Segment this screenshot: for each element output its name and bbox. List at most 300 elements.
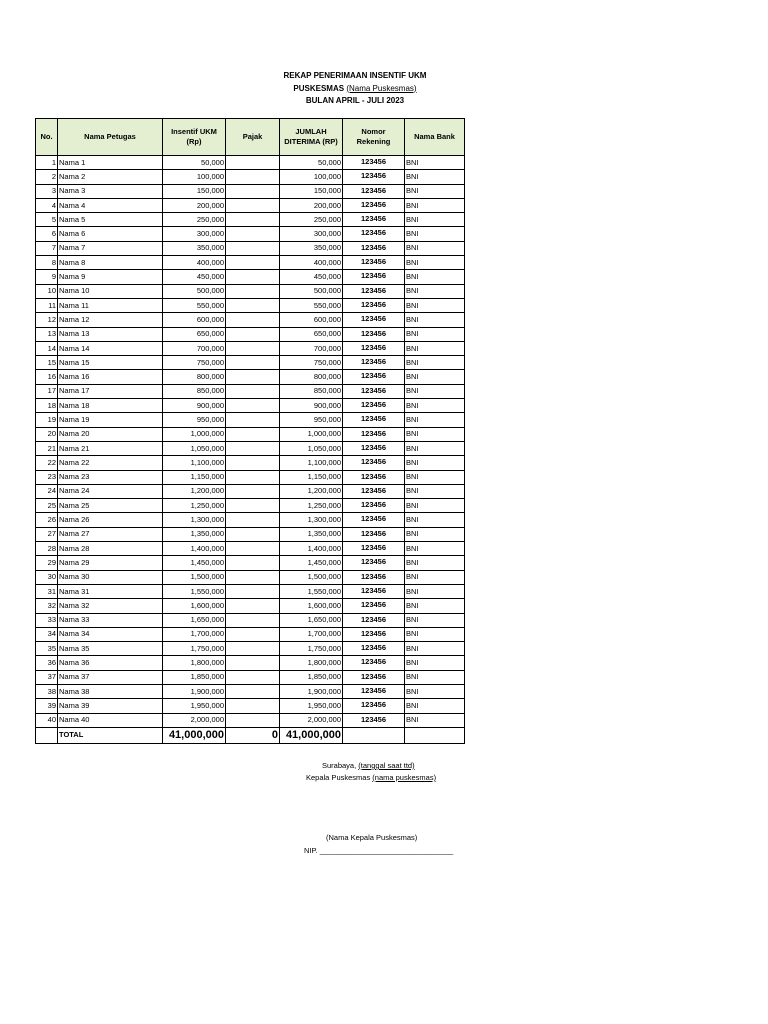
cell-jumlah: 450,000 [280, 270, 343, 284]
cell-pajak [226, 198, 280, 212]
cell-no: 22 [36, 456, 58, 470]
cell-rekening: 123456 [343, 256, 405, 270]
cell-insentif: 100,000 [163, 170, 226, 184]
cell-pajak [226, 484, 280, 498]
cell-nama: Nama 14 [58, 341, 163, 355]
cell-nama: Nama 38 [58, 684, 163, 698]
cell-jumlah: 800,000 [280, 370, 343, 384]
cell-nama: Nama 32 [58, 599, 163, 613]
cell-pajak [226, 599, 280, 613]
cell-insentif: 1,200,000 [163, 484, 226, 498]
cell-nama: Nama 19 [58, 413, 163, 427]
table-row [36, 413, 465, 427]
cell-nama: Nama 2 [58, 170, 163, 184]
cell-nama: Nama 31 [58, 584, 163, 598]
table-row [36, 499, 465, 513]
table-row [36, 599, 465, 613]
cell-pajak [226, 270, 280, 284]
cell-no: 8 [36, 256, 58, 270]
table-row [36, 584, 465, 598]
table-row [36, 656, 465, 670]
cell-pajak [226, 542, 280, 556]
cell-no: 39 [36, 699, 58, 713]
cell-jumlah: 350,000 [280, 241, 343, 255]
table-row [36, 627, 465, 641]
cell-jumlah: 950,000 [280, 413, 343, 427]
cell-rekening: 123456 [343, 499, 405, 513]
cell-bank: BNI [405, 156, 465, 170]
cell-insentif: 1,350,000 [163, 527, 226, 541]
header-jumlah: JUMLAH DITERIMA (RP) [280, 119, 343, 156]
cell-jumlah: 850,000 [280, 384, 343, 398]
cell-bank: BNI [405, 399, 465, 413]
cell-jumlah: 100,000 [280, 170, 343, 184]
cell-rekening: 123456 [343, 670, 405, 684]
cell-pajak [226, 699, 280, 713]
cell-insentif: 1,800,000 [163, 656, 226, 670]
cell-no: 28 [36, 542, 58, 556]
cell-jumlah: 1,550,000 [280, 584, 343, 598]
cell-jumlah: 650,000 [280, 327, 343, 341]
table-row [36, 370, 465, 384]
cell-no: 24 [36, 484, 58, 498]
cell-insentif: 1,750,000 [163, 642, 226, 656]
cell-no: 38 [36, 684, 58, 698]
cell-jumlah: 1,450,000 [280, 556, 343, 570]
cell-no: 16 [36, 370, 58, 384]
table-row [36, 527, 465, 541]
cell-rekening: 123456 [343, 556, 405, 570]
cell-nama: Nama 28 [58, 542, 163, 556]
cell-nama: Nama 3 [58, 184, 163, 198]
header-no: No. [36, 119, 58, 156]
cell-no: 21 [36, 441, 58, 455]
cell-rekening: 123456 [343, 413, 405, 427]
signature-head-name: (Nama Kepala Puskesmas) [326, 833, 418, 842]
cell-insentif: 900,000 [163, 399, 226, 413]
cell-jumlah: 200,000 [280, 198, 343, 212]
cell-nama: Nama 20 [58, 427, 163, 441]
cell-insentif: 300,000 [163, 227, 226, 241]
total-empty-rekening [343, 727, 405, 743]
cell-rekening: 123456 [343, 370, 405, 384]
header-pajak: Pajak [226, 119, 280, 156]
cell-bank: BNI [405, 313, 465, 327]
cell-insentif: 1,900,000 [163, 684, 226, 698]
table-row [36, 356, 465, 370]
cell-nama: Nama 30 [58, 570, 163, 584]
cell-no: 15 [36, 356, 58, 370]
cell-rekening: 123456 [343, 684, 405, 698]
cell-insentif: 950,000 [163, 413, 226, 427]
table-row [36, 470, 465, 484]
cell-pajak [226, 456, 280, 470]
title-line-2 [130, 83, 580, 96]
cell-jumlah: 400,000 [280, 256, 343, 270]
cell-rekening: 123456 [343, 213, 405, 227]
cell-nama: Nama 36 [58, 656, 163, 670]
table-row [36, 613, 465, 627]
cell-bank: BNI [405, 370, 465, 384]
cell-pajak [226, 684, 280, 698]
table-row [36, 456, 465, 470]
cell-pajak [226, 341, 280, 355]
cell-bank: BNI [405, 527, 465, 541]
cell-nama: Nama 26 [58, 513, 163, 527]
cell-rekening: 123456 [343, 313, 405, 327]
cell-bank: BNI [405, 713, 465, 727]
table-row [36, 327, 465, 341]
cell-rekening: 123456 [343, 298, 405, 312]
table-row [36, 213, 465, 227]
cell-nama: Nama 9 [58, 270, 163, 284]
cell-jumlah: 1,950,000 [280, 699, 343, 713]
cell-bank: BNI [405, 584, 465, 598]
cell-jumlah: 1,800,000 [280, 656, 343, 670]
cell-bank: BNI [405, 484, 465, 498]
cell-insentif: 650,000 [163, 327, 226, 341]
table-row [36, 156, 465, 170]
cell-bank: BNI [405, 170, 465, 184]
cell-pajak [226, 670, 280, 684]
cell-insentif: 850,000 [163, 384, 226, 398]
cell-pajak [226, 613, 280, 627]
cell-insentif: 350,000 [163, 241, 226, 255]
cell-bank: BNI [405, 542, 465, 556]
cell-bank: BNI [405, 198, 465, 212]
cell-nama: Nama 25 [58, 499, 163, 513]
table-row [36, 384, 465, 398]
cell-insentif: 1,150,000 [163, 470, 226, 484]
cell-insentif: 1,300,000 [163, 513, 226, 527]
cell-bank: BNI [405, 413, 465, 427]
cell-no: 26 [36, 513, 58, 527]
cell-pajak [226, 313, 280, 327]
cell-nama: Nama 22 [58, 456, 163, 470]
cell-rekening: 123456 [343, 713, 405, 727]
cell-pajak [226, 356, 280, 370]
cell-no: 33 [36, 613, 58, 627]
cell-no: 27 [36, 527, 58, 541]
cell-rekening: 123456 [343, 470, 405, 484]
cell-bank: BNI [405, 327, 465, 341]
cell-bank: BNI [405, 241, 465, 255]
table-row [36, 556, 465, 570]
cell-bank: BNI [405, 227, 465, 241]
cell-rekening: 123456 [343, 613, 405, 627]
cell-bank: BNI [405, 599, 465, 613]
cell-no: 13 [36, 327, 58, 341]
table-row [36, 170, 465, 184]
cell-rekening: 123456 [343, 699, 405, 713]
cell-jumlah: 550,000 [280, 298, 343, 312]
cell-insentif: 150,000 [163, 184, 226, 198]
header-bank: Nama Bank [405, 119, 465, 156]
cell-rekening: 123456 [343, 341, 405, 355]
cell-pajak [226, 184, 280, 198]
signature-nip-label: NIP. [304, 846, 318, 855]
cell-nama: Nama 5 [58, 213, 163, 227]
cell-pajak [226, 627, 280, 641]
cell-no: 10 [36, 284, 58, 298]
cell-insentif: 1,500,000 [163, 570, 226, 584]
title-line-3: BULAN APRIL - JULI 2023 [305, 96, 405, 105]
total-pajak: 0 [226, 727, 280, 743]
cell-nama: Nama 17 [58, 384, 163, 398]
table-row [36, 256, 465, 270]
cell-rekening: 123456 [343, 284, 405, 298]
cell-jumlah: 150,000 [280, 184, 343, 198]
cell-nama: Nama 1 [58, 156, 163, 170]
cell-nama: Nama 10 [58, 284, 163, 298]
cell-pajak [226, 584, 280, 598]
table-row [36, 713, 465, 727]
cell-insentif: 1,000,000 [163, 427, 226, 441]
cell-insentif: 1,950,000 [163, 699, 226, 713]
total-row [36, 727, 465, 743]
cell-rekening: 123456 [343, 513, 405, 527]
cell-pajak [226, 713, 280, 727]
total-jumlah: 41,000,000 [280, 727, 343, 743]
cell-rekening: 123456 [343, 627, 405, 641]
title-line-1: REKAP PENERIMAAN INSENTIF UKM [283, 71, 427, 80]
cell-insentif: 1,550,000 [163, 584, 226, 598]
cell-insentif: 750,000 [163, 356, 226, 370]
cell-no: 37 [36, 670, 58, 684]
cell-pajak [226, 298, 280, 312]
cell-jumlah: 700,000 [280, 341, 343, 355]
cell-nama: Nama 18 [58, 399, 163, 413]
cell-rekening: 123456 [343, 570, 405, 584]
cell-bank: BNI [405, 499, 465, 513]
cell-no: 18 [36, 399, 58, 413]
table-row [36, 699, 465, 713]
cell-insentif: 250,000 [163, 213, 226, 227]
cell-jumlah: 500,000 [280, 284, 343, 298]
cell-no: 36 [36, 656, 58, 670]
cell-jumlah: 250,000 [280, 213, 343, 227]
cell-rekening: 123456 [343, 241, 405, 255]
cell-rekening: 123456 [343, 270, 405, 284]
cell-rekening: 123456 [343, 227, 405, 241]
cell-bank: BNI [405, 670, 465, 684]
cell-rekening: 123456 [343, 399, 405, 413]
cell-jumlah: 750,000 [280, 356, 343, 370]
cell-nama: Nama 4 [58, 198, 163, 212]
cell-jumlah: 1,900,000 [280, 684, 343, 698]
cell-bank: BNI [405, 513, 465, 527]
cell-rekening: 123456 [343, 356, 405, 370]
cell-insentif: 1,250,000 [163, 499, 226, 513]
cell-pajak [226, 227, 280, 241]
cell-nama: Nama 35 [58, 642, 163, 656]
cell-insentif: 2,000,000 [163, 713, 226, 727]
signature-role-name: (nama puskesmas) [372, 773, 437, 782]
total-insentif: 41,000,000 [163, 727, 226, 743]
table-row [36, 270, 465, 284]
cell-nama: Nama 24 [58, 484, 163, 498]
cell-pajak [226, 527, 280, 541]
cell-bank: BNI [405, 656, 465, 670]
cell-jumlah: 1,050,000 [280, 441, 343, 455]
cell-insentif: 550,000 [163, 298, 226, 312]
table-header-row [36, 119, 465, 156]
table-row [36, 513, 465, 527]
cell-pajak [226, 427, 280, 441]
cell-bank: BNI [405, 270, 465, 284]
cell-no: 12 [36, 313, 58, 327]
cell-insentif: 50,000 [163, 156, 226, 170]
cell-rekening: 123456 [343, 599, 405, 613]
cell-pajak [226, 656, 280, 670]
cell-no: 4 [36, 198, 58, 212]
cell-jumlah: 600,000 [280, 313, 343, 327]
cell-no: 1 [36, 156, 58, 170]
document-title [130, 70, 580, 108]
cell-no: 9 [36, 270, 58, 284]
cell-nama: Nama 29 [58, 556, 163, 570]
cell-no: 11 [36, 298, 58, 312]
table-row [36, 184, 465, 198]
cell-rekening: 123456 [343, 170, 405, 184]
cell-pajak [226, 399, 280, 413]
cell-bank: BNI [405, 470, 465, 484]
cell-pajak [226, 370, 280, 384]
cell-no: 17 [36, 384, 58, 398]
cell-nama: Nama 16 [58, 370, 163, 384]
cell-no: 34 [36, 627, 58, 641]
cell-pajak [226, 241, 280, 255]
incentive-table [35, 118, 465, 744]
cell-bank: BNI [405, 256, 465, 270]
table-row [36, 227, 465, 241]
table-row [36, 284, 465, 298]
cell-rekening: 123456 [343, 584, 405, 598]
cell-jumlah: 1,850,000 [280, 670, 343, 684]
table-row [36, 241, 465, 255]
cell-jumlah: 1,250,000 [280, 499, 343, 513]
table-row [36, 341, 465, 355]
cell-jumlah: 1,300,000 [280, 513, 343, 527]
cell-no: 32 [36, 599, 58, 613]
cell-nama: Nama 6 [58, 227, 163, 241]
cell-pajak [226, 441, 280, 455]
cell-no: 31 [36, 584, 58, 598]
table-row [36, 198, 465, 212]
header-insentif: Insentif UKM (Rp) [163, 119, 226, 156]
cell-pajak [226, 413, 280, 427]
signature-role [306, 772, 436, 784]
cell-no: 2 [36, 170, 58, 184]
cell-pajak [226, 513, 280, 527]
signature-date: (tanggal saat ttd) [358, 761, 415, 770]
cell-insentif: 500,000 [163, 284, 226, 298]
cell-pajak [226, 470, 280, 484]
cell-rekening: 123456 [343, 427, 405, 441]
cell-jumlah: 1,700,000 [280, 627, 343, 641]
cell-pajak [226, 327, 280, 341]
signature-nip [304, 845, 453, 857]
cell-jumlah: 1,750,000 [280, 642, 343, 656]
cell-insentif: 1,100,000 [163, 456, 226, 470]
table-row [36, 298, 465, 312]
cell-insentif: 400,000 [163, 256, 226, 270]
cell-jumlah: 1,350,000 [280, 527, 343, 541]
cell-insentif: 1,450,000 [163, 556, 226, 570]
cell-jumlah: 1,100,000 [280, 456, 343, 470]
cell-rekening: 123456 [343, 527, 405, 541]
cell-bank: BNI [405, 684, 465, 698]
cell-bank: BNI [405, 356, 465, 370]
cell-nama: Nama 8 [58, 256, 163, 270]
cell-pajak [226, 213, 280, 227]
cell-bank: BNI [405, 427, 465, 441]
cell-rekening: 123456 [343, 184, 405, 198]
cell-jumlah: 1,000,000 [280, 427, 343, 441]
header-nama: Nama Petugas [58, 119, 163, 156]
cell-bank: BNI [405, 627, 465, 641]
cell-insentif: 1,650,000 [163, 613, 226, 627]
cell-nama: Nama 13 [58, 327, 163, 341]
cell-no: 40 [36, 713, 58, 727]
table-row [36, 313, 465, 327]
cell-rekening: 123456 [343, 656, 405, 670]
cell-pajak [226, 284, 280, 298]
cell-bank: BNI [405, 298, 465, 312]
cell-jumlah: 1,400,000 [280, 542, 343, 556]
cell-jumlah: 1,500,000 [280, 570, 343, 584]
cell-pajak [226, 642, 280, 656]
table-row [36, 441, 465, 455]
cell-rekening: 123456 [343, 327, 405, 341]
cell-insentif: 450,000 [163, 270, 226, 284]
cell-nama: Nama 40 [58, 713, 163, 727]
total-empty-bank [405, 727, 465, 743]
cell-no: 14 [36, 341, 58, 355]
cell-nama: Nama 12 [58, 313, 163, 327]
cell-nama: Nama 37 [58, 670, 163, 684]
table-row [36, 570, 465, 584]
cell-bank: BNI [405, 441, 465, 455]
cell-jumlah: 1,650,000 [280, 613, 343, 627]
cell-bank: BNI [405, 556, 465, 570]
cell-bank: BNI [405, 570, 465, 584]
cell-bank: BNI [405, 642, 465, 656]
cell-jumlah: 1,600,000 [280, 599, 343, 613]
cell-pajak [226, 384, 280, 398]
cell-pajak [226, 556, 280, 570]
cell-jumlah: 1,200,000 [280, 484, 343, 498]
cell-bank: BNI [405, 341, 465, 355]
cell-insentif: 1,400,000 [163, 542, 226, 556]
cell-pajak [226, 170, 280, 184]
cell-bank: BNI [405, 213, 465, 227]
cell-no: 23 [36, 470, 58, 484]
header-rekening: Nomor Rekening [343, 119, 405, 156]
cell-insentif: 1,850,000 [163, 670, 226, 684]
cell-rekening: 123456 [343, 542, 405, 556]
cell-pajak [226, 499, 280, 513]
cell-rekening: 123456 [343, 484, 405, 498]
cell-no: 7 [36, 241, 58, 255]
cell-rekening: 123456 [343, 198, 405, 212]
cell-bank: BNI [405, 384, 465, 398]
cell-pajak [226, 156, 280, 170]
cell-nama: Nama 27 [58, 527, 163, 541]
cell-rekening: 123456 [343, 642, 405, 656]
cell-nama: Nama 34 [58, 627, 163, 641]
signature-role-prefix: Kepala Puskesmas [306, 773, 371, 782]
